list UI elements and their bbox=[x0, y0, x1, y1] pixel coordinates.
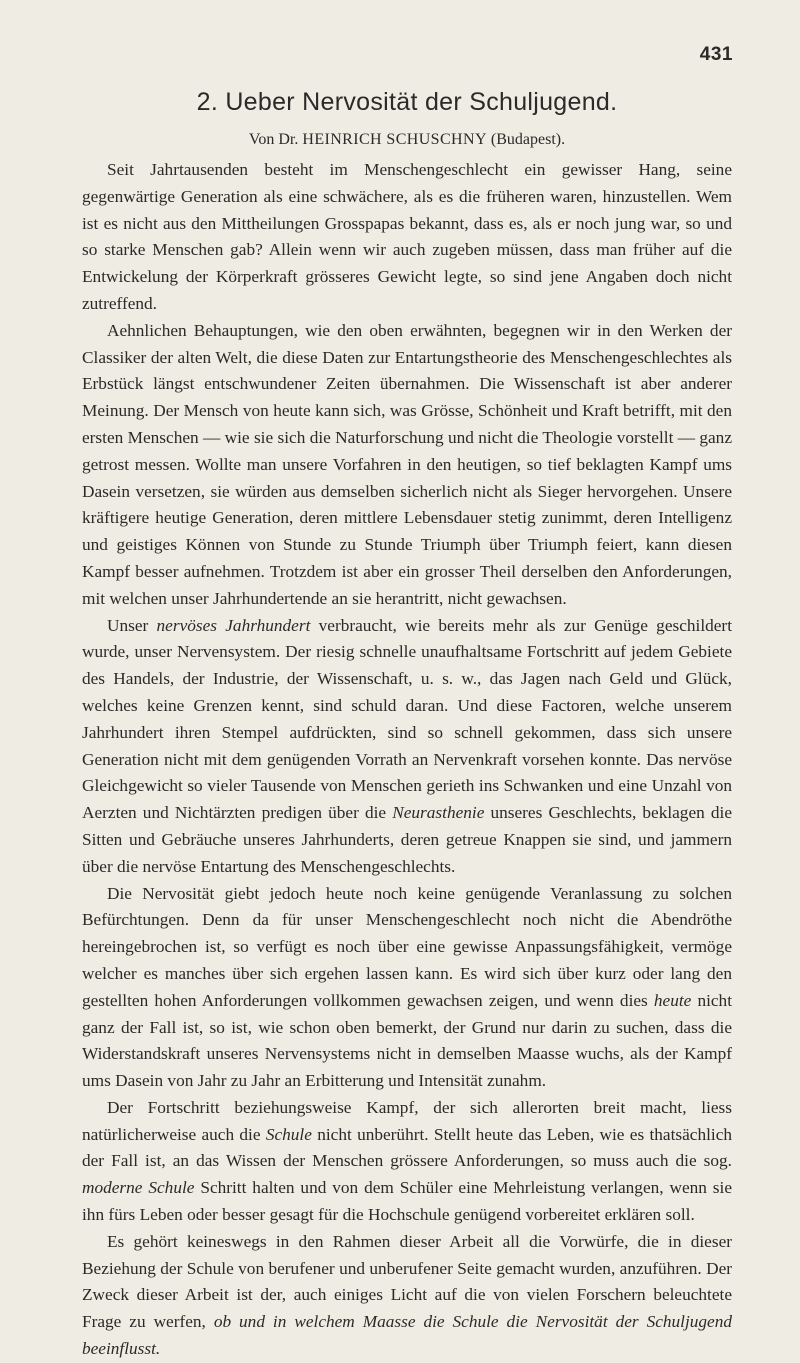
emphasized-text: Schule bbox=[265, 1124, 312, 1144]
body-paragraph bbox=[82, 157, 732, 318]
emphasized-text: heute bbox=[653, 990, 692, 1010]
text-run: Der Fortschritt beziehungsweise Kampf, der sich allerorten breit macht, liess natürlicherweise auch die bbox=[82, 1097, 732, 1144]
text-run: Seit Jahrtausenden besteht im Menschengeschlecht ein gewisser Hang, seine gegenwärtige Generation als eine schwächere, als es die früheren waren, hinzustellen. Wem ist es nicht aus den Mittheilungen Grosspapas bekannt, dass es, als er noch jung war, so und so starke Menschen gab? Allein wenn wir auch zugeben müssen, dass man früher auf die Entwickelung der Körperkraft grösseres Gewicht legte, so sind jene Angaben doch nicht zutreffend. bbox=[82, 160, 732, 313]
text-run: Es gehört keineswegs in den Rahmen dieser Arbeit all die Vorwürfe, die in dieser Beziehung der Schule von berufener und unberufener Seite gemacht wurden, anzuführen. Der Zweck dieser Arbeit ist der, auch einiges Licht auf die von vielen Forschern beleuchtete Frage zu werfen, bbox=[82, 1231, 732, 1332]
text-run: nicht ganz der Fall ist, so ist, wie schon oben bemerkt, der Grund nur darin zu suchen, dass die Widerstandskraft unseres Nervensystems nicht in demselben Maasse wuchs, als der Kampf ums Dasein von Jahr zu Jahr an Erbitterung und Intensität zunahm. bbox=[82, 990, 732, 1091]
text-run: Schritt halten und von dem Schüler eine Mehrleistung verlangen, wenn sie ihn fürs Leben oder besser gesagt für die Hochschule genügend vorbereitet erklären soll. bbox=[82, 1178, 732, 1225]
text-run: Aehnlichen Behauptungen, wie den oben erwähnten, begegnen wir in den Werken der Classiker der alten Welt, die diese Daten zur Entartungstheorie des Menschengeschlechtes als Erbstück längst entschwundener Zeiten übernahmen. Die Wissenschaft ist aber anderer Meinung. Der Mensch von heute kann sich, was Grösse, Schönheit und Kraft betrifft, mit den ersten Menschen — wie sie sich die Naturforschung und nicht die Theologie vorstellt — ganz getrost messen. Wollte man unsere Vorfahren in den heutigen, so tief beklagten Kampf ums Dasein versetzen, sie würden aus demselben sicherlich nicht als Sieger hervorgehen. Unsere kräftigere heutige Generation, deren mittlere Lebensdauer stetig zunimmt, deren Intelligenz und geistiges Können von Stunde zu Stunde Triumph über Triumph feiert, kann diesen Kampf besser aufnehmen. Trotzdem ist aber ein grosser Theil derselben den Anforderungen, mit welchen unser Jahrhundertende an sie herantritt, nicht gewachsen. bbox=[82, 320, 732, 608]
author-place: (Budapest). bbox=[490, 131, 566, 148]
author-byline bbox=[82, 131, 732, 149]
emphasized-text: nervöses Jahrhundert bbox=[156, 615, 311, 635]
text-run: nicht unberührt. Stellt heute das Leben, wie es thatsächlich der Fall ist, an das Wissen der Menschen grössere Anforderungen, so muss auch die sog. bbox=[82, 1124, 733, 1171]
text-run: verbraucht, wie bereits mehr als zur Genüge geschildert wurde, unser Nervensystem. Der riesig schnelle unaufhaltsame Fortschritt auf jedem Gebiete des Handels, der Industrie, der Wissenschaft, u. s. w., das Jagen nach Geld und Glück, welches keine Grenzen kennt, sind schuld daran. Und diese Factoren, welche unserem Jahrhundert ihren Stempel aufdrückten, sind so schnell gekommen, dass sich unsere Generation nicht mit dem genügenden Vorrath an Nervenkraft vorsehen konnte. Das nervöse Gleichgewicht so vieler Tausende von Menschen gerieth ins Schwanken und eine Unzahl von Aerzten und Nichtärzten predigen über die bbox=[82, 615, 732, 823]
author-name: HEINRICH SCHUSCHNY bbox=[302, 131, 487, 148]
emphasized-text: ob und in welchem Maasse die Schule die Nervosität der Schuljugend beeinflusst. bbox=[82, 1312, 732, 1359]
byline-prefix: Von Dr. bbox=[248, 131, 299, 148]
emphasized-text: Neurasthenie bbox=[392, 803, 485, 823]
page-number: 431 bbox=[699, 44, 733, 65]
body-paragraph bbox=[82, 613, 732, 881]
body-paragraph bbox=[82, 881, 732, 1095]
article-body bbox=[82, 157, 732, 1363]
text-run: Unser bbox=[107, 615, 157, 635]
body-paragraph bbox=[82, 318, 732, 613]
emphasized-text: moderne Schule bbox=[82, 1178, 195, 1198]
text-run: unseres Geschlechts, beklagen die Sitten und Gebräuche unseres Jahrhunderts, deren getreue Knappen sie sind, und jammern über die nervöse Entartung des Menschengeschlechts. bbox=[82, 803, 732, 876]
body-paragraph bbox=[82, 1095, 732, 1229]
body-paragraph bbox=[82, 1229, 732, 1363]
article-title: 2. Ueber Nervosität der Schuljugend. bbox=[196, 88, 618, 116]
text-run: Die Nervosität giebt jedoch heute noch keine genügende Veranlassung zu solchen Befürchtungen. Denn da für unser Menschengeschlecht noch nicht die Abendröthe hereingebrochen ist, so verfügt es noch über eine gewisse Anpassungsfähigkeit, vermöge welcher es manches über sich ergehen lassen kann. Es wird sich über kurz oder lang den gestellten hohen Anforderungen vollkommen gewachsen zeigen, und wenn dies bbox=[82, 883, 732, 1010]
